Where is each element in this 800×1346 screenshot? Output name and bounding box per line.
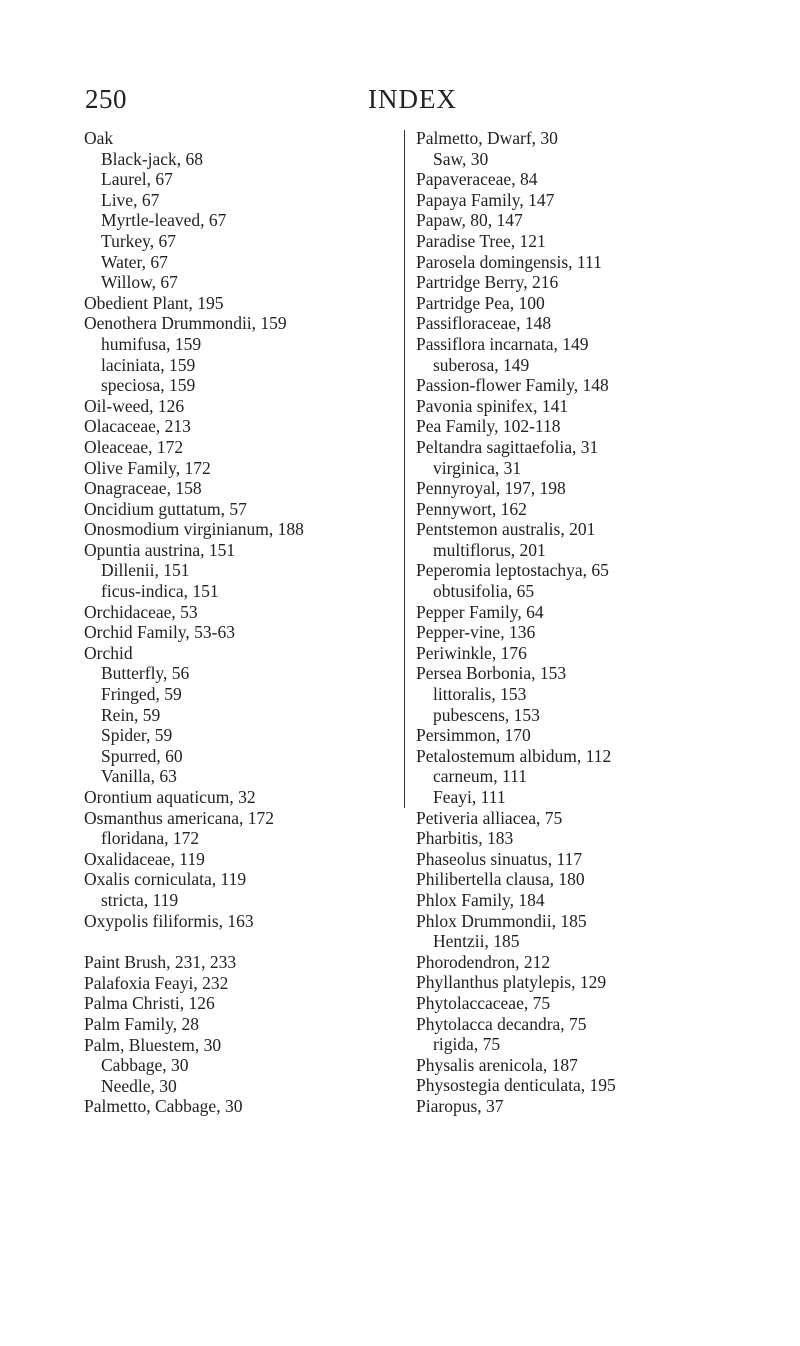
index-entry: Paradise Tree, 121: [416, 230, 546, 251]
index-subentry: Saw, 30: [433, 148, 489, 169]
index-entry: Phorodendron, 212: [416, 951, 551, 972]
index-entry: Pavonia spinifex, 141: [416, 395, 569, 416]
index-entry: Onosmodium virginianum, 188: [84, 519, 304, 540]
index-subentry: Feayi, 111: [433, 787, 506, 807]
index-entry: Physalis arenicola, 187: [416, 1054, 578, 1075]
index-entry: Phyllanthus platylepis, 129: [416, 972, 607, 993]
index-subentry: carneum, 111: [433, 766, 527, 787]
index-entry: Periwinkle, 176: [416, 642, 527, 663]
index-entry: Petalostemum albidum, 112: [416, 745, 612, 766]
index-subentry: Turkey, 67: [101, 230, 177, 251]
index-entry: Parosela domingensis, 111: [416, 251, 602, 272]
index-entry: Phytolaccaceae, 75: [416, 992, 551, 1013]
index-subentry: floridana, 172: [101, 828, 200, 849]
index-entry: Partridge Pea, 100: [416, 292, 545, 313]
index-entry: Piaropus, 37: [416, 1095, 504, 1116]
index-entry: Osmanthus americana, 172: [84, 807, 275, 828]
index-subentry: laciniata, 159: [101, 354, 196, 375]
index-entry: Opuntia austrina, 151: [84, 539, 236, 560]
index-subentry: Needle, 30: [101, 1075, 177, 1096]
index-entry: Passiflora incarnata, 149: [416, 333, 589, 354]
index-entry: Palm Family, 28: [84, 1013, 200, 1034]
index-entry: Philibertella clausa, 180: [416, 869, 585, 890]
index-entry: Papaveraceae, 84: [416, 169, 538, 190]
index-subentry: suberosa, 149: [433, 354, 530, 375]
index-entry: Orchid: [84, 642, 133, 663]
index-entry: Olacaceae, 213: [84, 416, 191, 437]
index-entry: Passion-flower Family, 148: [416, 375, 609, 396]
index-entry: Paint Brush, 231, 233: [84, 952, 237, 973]
index-subentry: littoralis, 153: [433, 684, 527, 705]
index-entry: Palmetto, Dwarf, 30: [416, 128, 558, 148]
index-entry: Palma Christi, 126: [84, 993, 215, 1014]
index-subentry: speciosa, 159: [101, 375, 196, 396]
index-subentry: Spurred, 60: [101, 745, 183, 766]
index-entry: Persea Borbonia, 153: [416, 663, 567, 684]
index-entry: Partridge Berry, 216: [416, 272, 559, 293]
index-subentry: ficus-indica, 151: [101, 581, 219, 602]
index-entry: Persimmon, 170: [416, 725, 531, 746]
page-title: INDEX: [368, 84, 457, 114]
index-subentry: Willow, 67: [101, 272, 178, 293]
index-entry: Peperomia leptostachya, 65: [416, 560, 609, 581]
index-entry: Oil-weed, 126: [84, 395, 185, 416]
index-entry: Oxalidaceae, 119: [84, 848, 205, 869]
index-entry: Onagraceae, 158: [84, 478, 202, 499]
index-entry: Papaw, 80, 147: [416, 210, 523, 231]
index-subentry: Dillenii, 151: [101, 560, 190, 581]
index-subentry: Fringed, 59: [101, 684, 182, 705]
index-subentry: Black-jack, 68: [101, 148, 204, 169]
index-entry: Phaseolus sinuatus, 117: [416, 848, 583, 869]
index-subentry: obtusifolia, 65: [433, 581, 535, 602]
index-subentry: Rein, 59: [101, 704, 161, 725]
index-entry: Oenothera Drummondii, 159: [84, 313, 287, 334]
index-entry: Pepper Family, 64: [416, 601, 544, 622]
index-entry: Palmetto, Cabbage, 30: [84, 1096, 243, 1117]
index-entry: Phlox Drummondii, 185: [416, 910, 587, 931]
index-entry: Palafoxia Feayi, 232: [84, 972, 229, 993]
index-subentry: rigida, 75: [433, 1034, 501, 1055]
index-column-right: [416, 128, 746, 1117]
index-entry: Pennywort, 162: [416, 498, 527, 519]
index-entry: Pea Family, 102-118: [416, 416, 561, 437]
index-entry: Papaya Family, 147: [416, 189, 555, 210]
index-subentry: Hentzii, 185: [433, 931, 520, 952]
index-entry: Physostegia denticulata, 195: [416, 1075, 616, 1096]
index-entry: Oleaceae, 172: [84, 436, 184, 457]
index-subentry: Myrtle-leaved, 67: [101, 210, 227, 231]
index-subentry: Live, 67: [101, 189, 160, 210]
index-entry: Pentstemon australis, 201: [416, 519, 596, 540]
index-entry: Olive Family, 172: [84, 457, 211, 478]
column-divider: [404, 130, 405, 808]
index-column-left: [84, 128, 394, 1117]
index-subentry: multiflorus, 201: [433, 539, 546, 560]
index-entry: Oak: [84, 128, 114, 148]
index-subentry: Spider, 59: [101, 725, 173, 746]
index-entry: Oxypolis filiformis, 163: [84, 910, 254, 931]
index-subentry: pubescens, 153: [433, 704, 540, 725]
index-entry: Oncidium guttatum, 57: [84, 498, 247, 519]
index-subentry: stricta, 119: [101, 889, 179, 910]
index-entry: Obedient Plant, 195: [84, 292, 224, 313]
index-subentry: Cabbage, 30: [101, 1055, 189, 1076]
index-entry: Pepper-vine, 136: [416, 622, 536, 643]
index-subentry: Water, 67: [101, 251, 168, 272]
index-subentry: humifusa, 159: [101, 333, 202, 354]
index-subentry: Laurel, 67: [101, 169, 173, 190]
index-entry: Palm, Bluestem, 30: [84, 1034, 222, 1055]
index-entry: Pennyroyal, 197, 198: [416, 478, 566, 499]
index-entry: Orontium aquaticum, 32: [84, 787, 256, 807]
index-entry: Orchid Family, 53-63: [84, 622, 235, 643]
page-number: 250: [85, 84, 127, 114]
index-entry: Passifloraceae, 148: [416, 313, 552, 334]
index-subentry: Butterfly, 56: [101, 663, 190, 684]
index-entry: Peltandra sagittaefolia, 31: [416, 436, 599, 457]
index-entry: Petiveria alliacea, 75: [416, 807, 563, 828]
index-subentry: virginica, 31: [433, 457, 522, 478]
index-entry: Orchidaceae, 53: [84, 601, 198, 622]
index-entry: Oxalis corniculata, 119: [84, 869, 247, 890]
index-entry: Pharbitis, 183: [416, 828, 514, 849]
index-entry: Phytolacca decandra, 75: [416, 1013, 587, 1034]
index-entry: Phlox Family, 184: [416, 889, 545, 910]
index-subentry: Vanilla, 63: [101, 766, 177, 787]
